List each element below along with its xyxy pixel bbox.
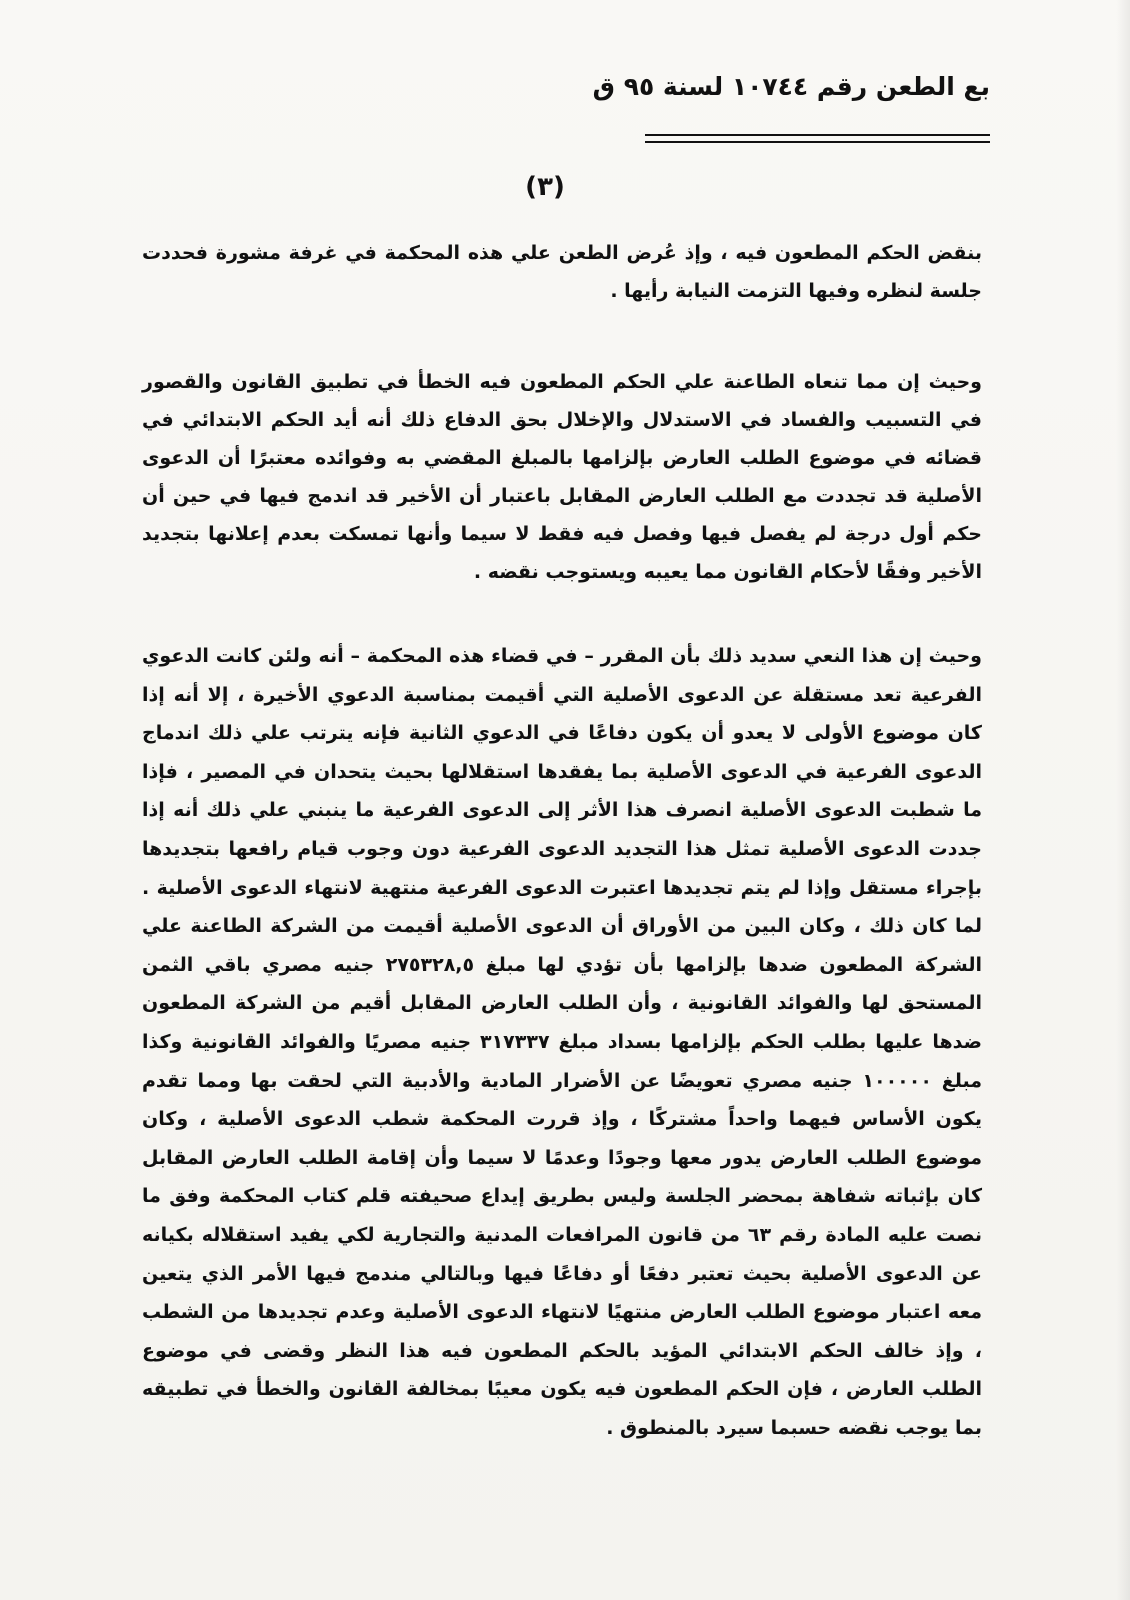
case-reference-header: بع الطعن رقم ١٠٧٤٤ لسنة ٩٥ ق [592,72,990,101]
paragraph-grounds: وحيث إن مما تنعاه الطاعنة علي الحكم المطعون فيه الخطأ في تطبيق القانون والقصور في التسبيب والفساد في الاستدلال والإخلال بحق الدفاع ذلك أنه أيد الحكم الابتدائي في قضائه في موضوع الطلب العارض بإلزامها بالمبلغ المقضي به وفوائده معتبرًا أن الدعوى الأصلية قد تجددت مع الطلب العارض المقابل باعتبار أن الأخير قد اندمج فيها في حين أن حكم أول درجة لم يفصل فيها وفصل فيه فقط لا سيما وأنها تمسكت بعدم إعلانها بتجديد الأخير وفقًا لأحكام القانون مما يعيبه ويستوجب نقضه . [142,371,982,583]
header-divider-line [645,141,990,143]
page-number: (٣) [525,172,565,202]
paragraph-intro: بنقض الحكم المطعون فيه ، وإذ عُرض الطعن علي هذه المحكمة في غرفة مشورة فحددت جلسة لنظره وفيها التزمت النيابة رأيها . [142,242,982,302]
header-divider-line [645,134,990,136]
paragraph-ruling: وحيث إن هذا النعي سديد ذلك بأن المقرر – في قضاء هذه المحكمة – أنه ولئن كانت الدعوي الفرعية تعد مستقلة عن الدعوى الأصلية التي أقيمت بمناسبة الدعوي الأخيرة ، إلا أنه إذا كان موضوع الأولى لا يعدو أن يكون دفاعًا في الدعوي الثانية فإنه يترتب علي ذلك اندماج الدعوى الفرعية في الدعوى الأصلية بما يفقدها استقلالها بحيث يتحدان في المصير ، فإذا ما شطبت الدعوى الأصلية انصرف هذا الأثر إلى الدعوى الفرعية ما ينبني علي ذلك أنه إذا جددت الدعوى الأصلية تمثل هذا التجديد الدعوى الفرعية دون وجوب قيام رافعها بتجديدها بإجراء مستقل وإذا لم يتم تجديدها اعتبرت الدعوى الفرعية منتهية لانتهاء الدعوى الأصلية . لما كان ذلك ، وكان البين من الأوراق أن الدعوى الأصلية أقيمت من الشركة الطاعنة علي الشركة المطعون ضدها بإلزامها بأن تؤدي لها مبلغ ٢٧٥٣٢٨,٥ جنيه مصري باقي الثمن المستحق لها والفوائد القانونية ، وأن الطلب العارض المقابل أقيم من الشركة المطعون ضدها عليها بطلب الحكم بإلزامها بسداد مبلغ ٣١٧٣٣٧ جنيه مصريًا والفوائد القانونية وكذا مبلغ ١٠٠٠٠٠ جنيه مصري تعويضًا عن الأضرار المادية والأدبية التي لحقت بها ومما تقدم يكون الأساس فيهما واحداً مشتركًا ، وإذ قررت المحكمة شطب الدعوى الأصلية ، وكان موضوع الطلب العارض يدور معها وجودًا وعدمًا لا سيما وأن إقامة الطلب العارض المقابل كان بإثباته شفاهة بمحضر الجلسة وليس بطريق إيداع صحيفته قلم كتاب المحكمة وفق ما نصت عليه المادة رقم ٦٣ من قانون المرافعات المدنية والتجارية لكي يفيد استقلاله بكيانه عن الدعوى الأصلية بحيث تعتبر دفعًا أو دفاعًا فيها وبالتالي مندمج فيها الأمر الذي يتعين معه اعتبار موضوع الطلب العارض منتهيًا لانتهاء الدعوى الأصلية وعدم تجديدها من الشطب ، وإذ خالف الحكم الابتدائي المؤيد بالحكم المطعون فيه هذا النظر وقضى في موضوع الطلب العارض ، فإن الحكم المطعون فيه يكون معيبًا بمخالفة القانون والخطأ في تطبيقه بما يوجب نقضه حسبما سيرد بالمنطوق . [142,645,983,1439]
page-edge-shadow [1116,0,1130,1600]
